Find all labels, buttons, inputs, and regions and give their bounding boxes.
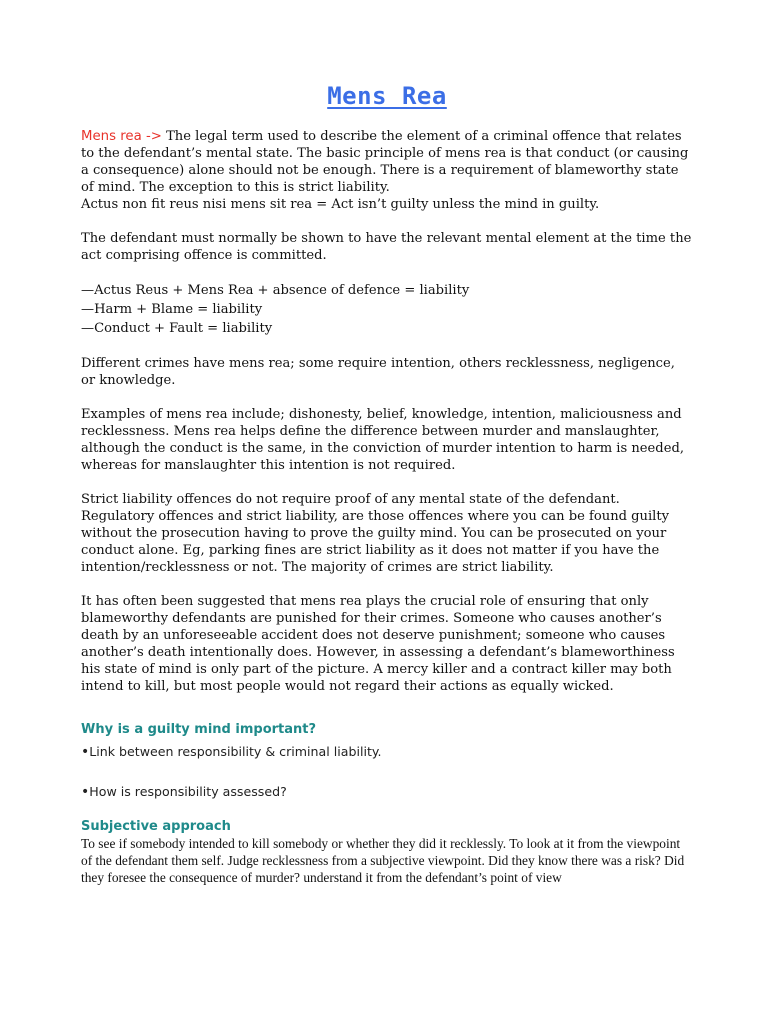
bullet-symbol: • <box>81 784 90 800</box>
formula-list <box>81 281 693 338</box>
heading-subjective-approach: Subjective approach <box>81 819 231 834</box>
paragraph-blameworthiness: It has often been suggested that mens rea plays the crucial role of ensuring that only blameworthy defendants are punished for their crimes. Someone who causes another’s death by an unforeseeable accident does not deserve punishment; someone who causes another’s death intentionally does. However, in assessing a defendant’s blameworthiness his state of mind is only part of the picture. A mercy killer and a contract killer may both intend to kill, but most people would not regard their actions as equally wicked. <box>81 594 675 694</box>
paragraph-examples: Examples of mens rea include; dishonesty, belief, knowledge, intention, maliciousness and recklessness. Mens rea helps define the difference between murder and manslaughter, although the conduct is the same, in the conviction of murder intention to harm is needed, whereas for manslaughter this intention is not required. <box>81 407 684 473</box>
bullet-item <box>81 783 693 801</box>
page-title: Mens Rea <box>327 82 447 110</box>
bullet-text: How is responsibility assessed? <box>89 784 287 799</box>
paragraph-strict-liability: Strict liability offences do not require proof of any mental state of the defendant. Regulatory offences and strict liability, are those offences where you can be found guilty without the prosecution having to prove the guilty mind. You can be prosecuted on your conduct alone. Eg, parking fines are strict liability as it does not matter if you have the intention/recklessness or not. The majority of crimes are strict liability. <box>81 492 670 575</box>
subjective-paragraph: To see if somebody intended to kill somebody or whether they did it recklessly. To look at it from the viewpoint of the defendant them self. Judge recklessness from a subjective viewpoint. Did they know there was a risk? Did they foresee the consequence of murder? understand it from the defendant’s point of view <box>81 836 685 885</box>
formula-item: —Actus Reus + Mens Rea + absence of defence = liability <box>81 283 470 298</box>
bullet-symbol: • <box>81 744 90 760</box>
intro-text: The legal term used to describe the element of a criminal offence that relates to the defendant’s mental state. The basic principle of mens rea is that conduct (or causing a consequence) alone should not be enough. There is a requirement of blameworthy state of mind. The exception to this is strict liability. <box>81 129 689 195</box>
formula-item: —Harm + Blame = liability <box>81 302 263 317</box>
document-page <box>81 82 693 886</box>
latin-maxim: Actus non fit reus nisi mens sit rea = Act isn’t guilty unless the mind in guilty. <box>81 197 600 212</box>
mens-rea-term: Mens rea -> <box>81 129 162 144</box>
bullet-text: Link between responsibility & criminal liability. <box>89 744 382 759</box>
intro-paragraph <box>81 128 693 213</box>
bullet-item <box>81 743 693 761</box>
paragraph-different-crimes: Different crimes have mens rea; some require intention, others recklessness, negligence, or knowledge. <box>81 356 675 388</box>
heading-guilty-mind: Why is a guilty mind important? <box>81 722 317 737</box>
formula-item: —Conduct + Fault = liability <box>81 321 273 336</box>
paragraph-mental-element: The defendant must normally be shown to have the relevant mental element at the time the act comprising offence is committed. <box>81 231 692 263</box>
